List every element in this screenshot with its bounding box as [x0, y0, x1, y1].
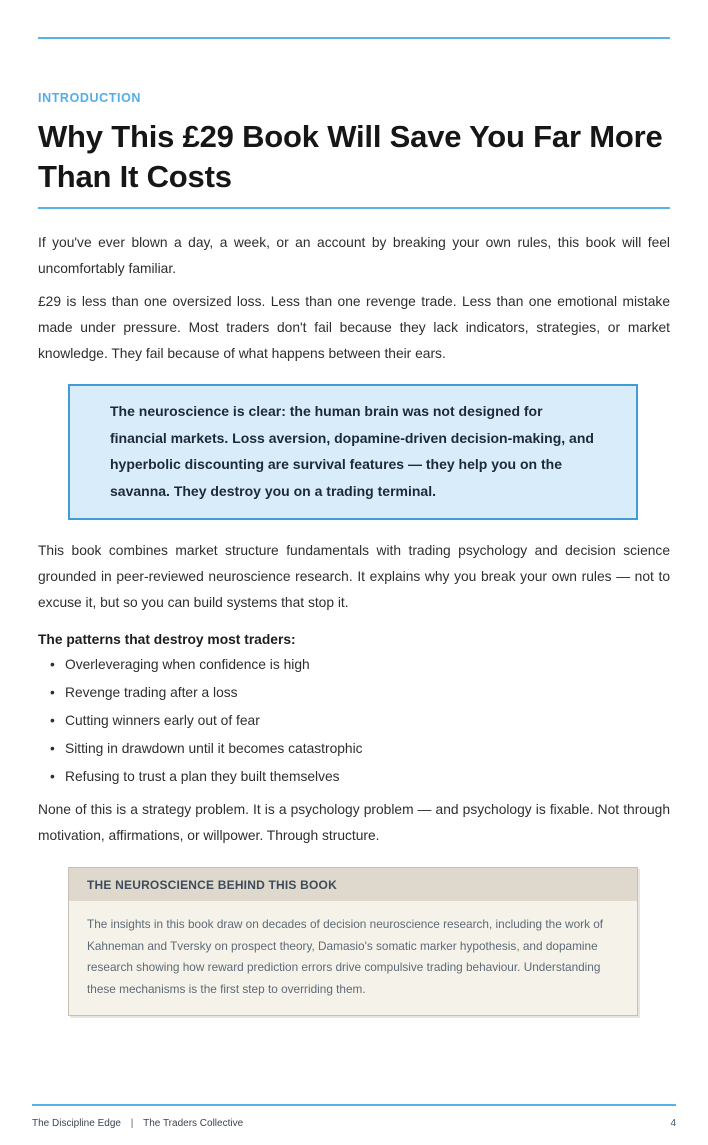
value-paragraph: £29 is less than one oversized loss. Less than one revenge trade. Less than one emotional mistake made under pressure. Most traders don't fail because they lack indicators, strategies, or market knowledge. They fail because of what happens between their ears. — [38, 294, 670, 361]
list-item: • Revenge trading after a loss — [38, 682, 670, 703]
top-divider — [38, 37, 670, 39]
list-item: • Sitting in drawdown until it becomes catastrophic — [38, 738, 670, 759]
footer-book-title: The Discipline Edge — [32, 1118, 121, 1129]
section-eyebrow: INTRODUCTION — [38, 91, 142, 105]
footer-separator: | — [130, 1118, 134, 1129]
title-divider — [38, 207, 670, 209]
footer-divider — [32, 1104, 676, 1106]
footer-brand: The Traders Collective — [143, 1118, 244, 1129]
footer-credits — [32, 1118, 243, 1129]
list-item: • Refusing to trust a plan they built themselves — [38, 766, 670, 787]
page-number: 4 — [670, 1118, 676, 1129]
neuroscience-callout — [68, 384, 638, 520]
neuroscience-infobox — [68, 867, 638, 1016]
list-item: • Overleveraging when confidence is high — [38, 654, 670, 675]
infobox-title: THE NEUROSCIENCE BEHIND THIS BOOK — [69, 868, 637, 901]
psychology-paragraph: None of this is a strategy problem. It is a psychology problem — and psychology is fixable. Not through motivation, affirmations, or willpower. Through structure. — [38, 802, 670, 843]
callout-text: The neuroscience is clear: the human brain was not designed for financial markets. Loss aversion, dopamine-driven decision-making, and hyperbolic discounting are survival features — they help you on the savanna. They destroy you on a trading terminal. — [110, 403, 594, 499]
book-overview-paragraph: This book combines market structure fundamentals with trading psychology and decision science grounded in peer-reviewed neuroscience research. It explains why you break your own rules — not to excuse it, but so you can build systems that stop it. — [38, 543, 670, 610]
list-item: • Cutting winners early out of fear — [38, 710, 670, 731]
patterns-heading: The patterns that destroy most traders: — [38, 632, 296, 647]
intro-paragraph: If you've ever blown a day, a week, or an account by breaking your own rules, this book will feel uncomfortably familiar. — [38, 235, 670, 276]
page-title: Why This £29 Book Will Save You Far More Than It Costs — [38, 119, 663, 194]
document-page — [0, 37, 708, 1016]
infobox-body: The insights in this book draw on decades of decision neuroscience research, including the work of Kahneman and Tversky on prospect theory, Damasio's somatic marker hypothesis, and dopamine research showing how reward prediction errors drive compulsive trading behaviour. Understanding these mechanisms is the first step to overriding them. — [87, 917, 604, 996]
destructive-patterns-list — [38, 654, 670, 787]
